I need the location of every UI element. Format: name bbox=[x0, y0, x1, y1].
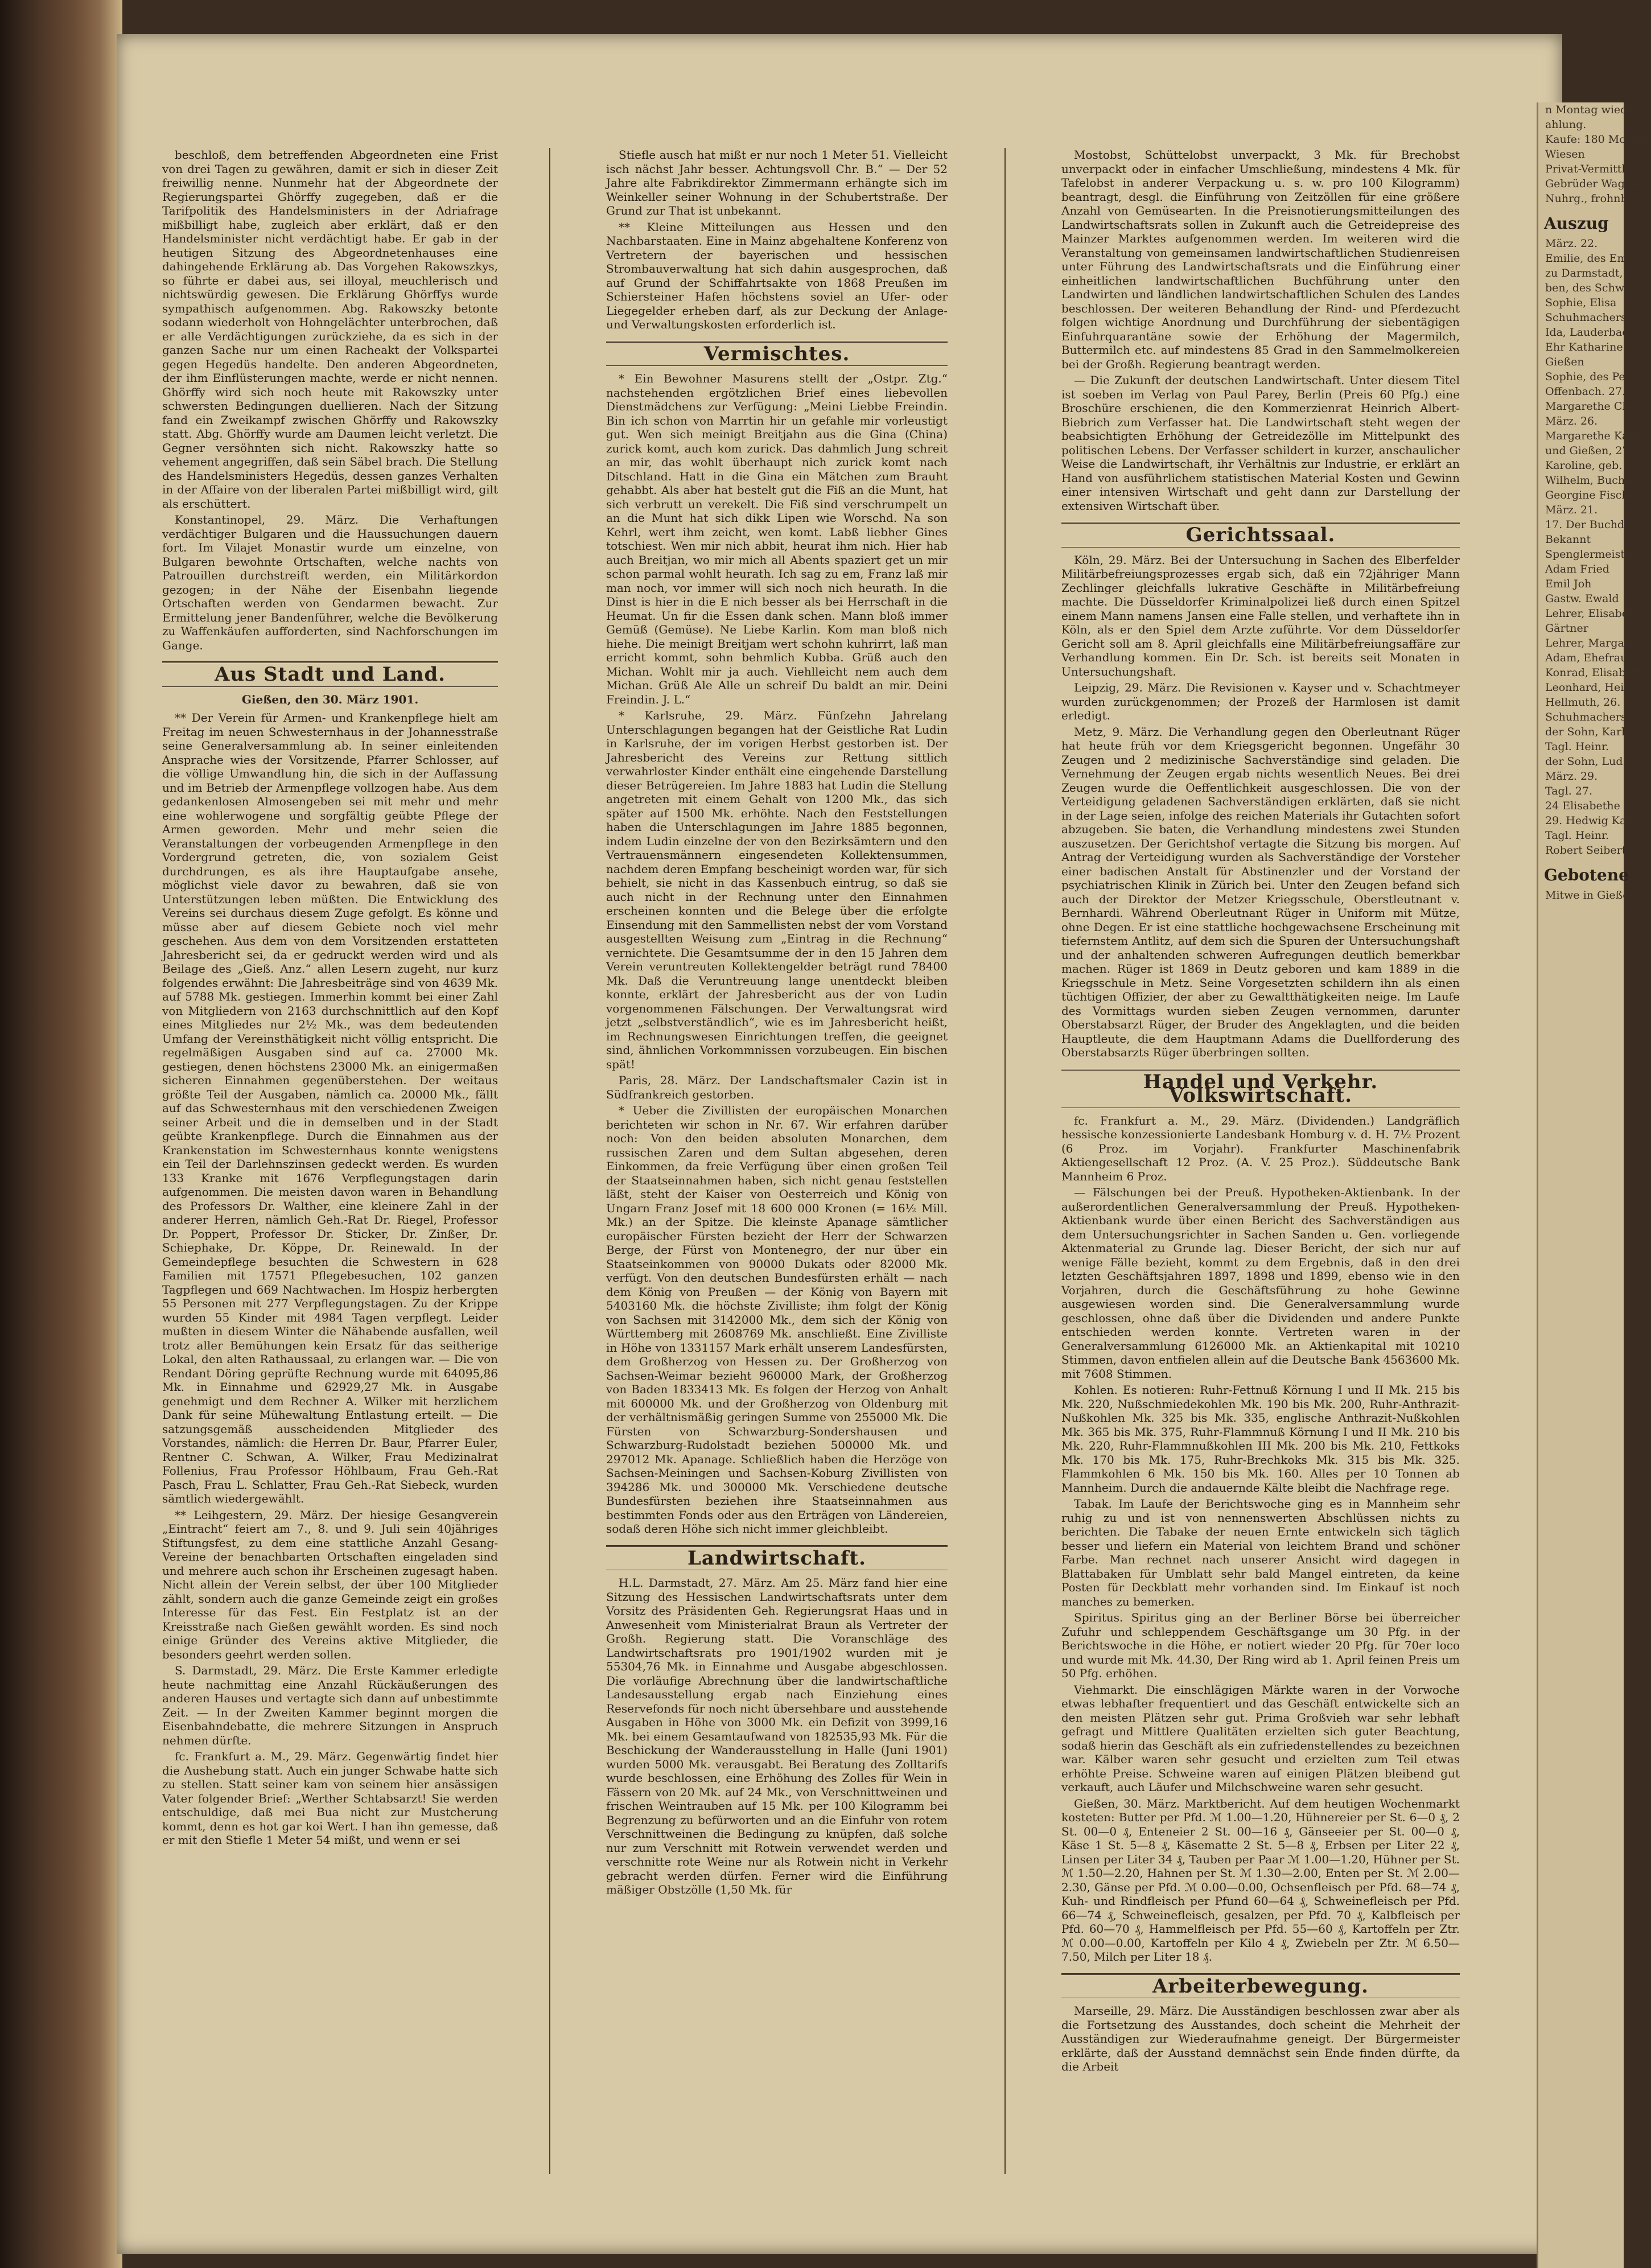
text-line: Gastw. Ewald bbox=[1545, 592, 1619, 605]
column-1 bbox=[162, 148, 498, 2140]
article-paragraph: Viehmarkt. Die einschlägigen Märkte waren in der Vorwoche etwas lebhafter frequentiert und das Geschäft entwickelte sich an den meisten Plätzen sehr gut. Prima Großvieh war sehr lebhaft gefragt und Mittlere Qualitäten erzielten sich guter Beachtung, sodaß hierin das Geschäft als ein zufriedenstellendes zu bezeichnen war. Kälber waren sehr gesucht und erzielten zum Teil etwas erhöhte Preise. Schweine waren auf einigen Plätzen bleibend gut verkauft, auch Läufer und Milchschweine waren sehr gesucht. bbox=[1061, 1682, 1460, 1794]
text-line: Georgine Fischer bbox=[1545, 489, 1640, 501]
section-heading-handel-verkehr: Handel und Verkehr. Volkswirtschaft. bbox=[1061, 1069, 1460, 1108]
text-line: n Montag wieder bbox=[1545, 104, 1639, 116]
text-line: ahlung. bbox=[1545, 118, 1587, 131]
text-line: Tagl. Heinr. bbox=[1545, 829, 1609, 842]
adjacent-lines bbox=[1538, 236, 1644, 414]
text-line: Hellmuth, 26. bbox=[1545, 696, 1621, 709]
article-paragraph: * Ueber die Zivillisten der europäischen Monarchen berichteten wir schon in Nr. 67. Wir erfahren darüber noch: Von den beiden absoluten Monarchen, dem russischen Zaren und dem Sultan abgesehen, deren Einkommen, da freie Verfügung über einen großen Teil der Staatseinnahmen haben, sich nicht genau feststellen läßt, steht der Kaiser von Oesterreich und König von Ungarn Franz Josef mit 18 600 000 Kronen (= 16½ Mill. Mk.) an der Spitze. Die kleinste Apanage sämtlicher europäischer Fürsten bezieht der Herr der Schwarzen Berge, der Fürst von Montenegro, der nur über ein Staatseinkommen von 90000 Dukats oder 82000 Mk. verfügt. Von den deutschen Bundesfürsten erhält — nach dem König von Preußen — der König von Bayern mit 5403160 Mk. die höchste Zivilliste; ihm folgt der König von Sachsen mit 3142000 Mk., dem sich der König von Württemberg mit 2608769 Mk. anschließt. Eine Zivilliste in Höhe von 1331157 Mark erhält unserem Landesfürsten, dem Großherzog von Hessen zu. Der Großherzog von Sachsen-Weimar bezieht 960000 Mark, der Großherzog von Baden 1833413 Mk. Es folgen der Herzog von Anhalt mit 600000 Mk. und der Großherzog von Oldenburg mit der verhältnismäßig geringen Summe von 255000 Mk. Die Fürsten von Schwarzburg-Sondershausen und Schwarzburg-Rudolstadt beziehen 500000 Mk. und 297012 Mk. Apanage. Schließlich haben die Herzöge von Sachsen-Meiningen und Sachsen-Koburg Zivillisten von 394286 Mk. und 300000 Mk. Verschiedene deutsche Bundesfürsten beziehen ihre Staatseinnahmen aus bestimmten Fonds oder aus den Erträgen von Ländereien, sodaß deren Höhe sich nicht immer gleichbleibt. bbox=[606, 1104, 948, 1536]
text-line: Ida, Lauderbach bbox=[1545, 326, 1636, 339]
text-line: Nuhrg., frohnhaus bbox=[1545, 192, 1647, 205]
text-line: ben, des Schwei bbox=[1545, 282, 1634, 294]
column-3-gericht-articles bbox=[1061, 553, 1460, 1060]
text-line: Wiesen bbox=[1545, 148, 1585, 160]
text-line: Margarethe Kato bbox=[1545, 430, 1640, 442]
text-line: Schuhmachers bbox=[1545, 311, 1627, 324]
article-paragraph: Spiritus. Spiritus ging an der Berliner Börse bei überreicher Zufuhr und schleppendem Geschäftsgange um 30 Pfg. in der Berichtswoche in die Höhe, er notiert wieder 20 Pfg. für 70er loco und wurde mit Mk. 44.30, Der Ring wird ab 1. April feinen Preis um 50 Pfg. erhöhen. bbox=[1061, 1611, 1460, 1680]
article-paragraph: fc. Frankfurt a. M., 29. März. Gegenwärtig findet hier die Aushebung statt. Auch ein junger Schwabe hatte sich zu stellen. Statt seiner kam von seinem hier ansässigen Vater folgender Brief: „Werther Schtabsarzt! Sie werden entschuldige, daß mei Bua nicht zur Mustcherung kommt, denn es hot gar koi Wert. I han ihn gemesse, daß er mit den Stiefle 1 Meter 54 mißt, und wenn er sei bbox=[162, 1750, 498, 1847]
text-line: und Gießen, 27. bbox=[1545, 444, 1633, 457]
column-2 bbox=[606, 148, 948, 2197]
dateline: Gießen, den 30. März 1901. bbox=[241, 692, 419, 706]
text-line: Gießen bbox=[1545, 356, 1584, 368]
text-line: Konrad, Elisabeth bbox=[1545, 666, 1644, 679]
text-line: Robert Seibert bbox=[1545, 844, 1627, 857]
column-divider bbox=[549, 148, 550, 2174]
article-paragraph: Tabak. Im Laufe der Berichtswoche ging es in Mannheim sehr ruhig zu und ist von nennenswerten Abschlüssen nichts zu berichten. Die Tabake der neuen Ernte entwickeln sich täglich besser und liefern ein Material von leichtem Brand und schöner Farbe. Man rechnet nach unserer Ansicht wird dagegen in Blattabaken für Umblatt sehr bald Mangel eintreten, da keine Posten für Deckblatt mehr vorhanden sind. Im Einkauf ist noch manches zu bemerken. bbox=[1061, 1497, 1460, 1608]
text-line: Tagl. Heinr. bbox=[1545, 740, 1609, 753]
book-spine bbox=[0, 0, 100, 2268]
text-line: Emil Joh bbox=[1545, 578, 1592, 590]
text-line: Leonhard, Heinr. bbox=[1545, 681, 1638, 694]
article-paragraph: Leipzig, 29. März. Die Revisionen v. Kayser und v. Schachtmeyer wurden zurückgenommen; der Prozeß der Harmlosen ist damit erledigt. bbox=[1061, 681, 1460, 722]
article-paragraph: beschloß, dem betreffenden Abgeordneten eine Frist von drei Tagen zu gewähren, damit er sich in dieser Zeit freiwillig nenne. Nunmehr hat der Abgeordnete der Regierungspartei Ghörffy zugegeben, daß er die Tarifpolitik des Handelsministers in der Adriafrage mißbilligt habe, zugleich aber erklärt, daß er den Handelsminister nicht verdächtigt habe. Er gab in der heutigen Sitzung des Abgeordnetenhauses eine dahingehende Erklärung ab. Das Vorgehen Rakowszkys, so führte er dabei aus, sei illoyal, meuchlerisch und nichtswürdig gewesen. Die Erklärung Ghörffys wurde sympathisch aufgenommen. Abg. Rakowszky betonte sodann wiederholt von Hohngelächter unterbrochen, daß er alle Verdächtigungen zurückziehe, da es sich in der ganzen Sache nur um einen Racheakt der Volkspartei gegen Hegedüs handelte. Den anderen Abgeordneten, der ihm Einflüsterungen machte, werde er nicht nennen. Ghörffy wird sich noch heute mit Rakowszky unter schwersten Bedingungen duellieren. Nach der Sitzung fand ein Zweikampf zwischen Ghörffy und Rakowszky statt. Abg. Ghörffy wurde am Daumen leicht verletzt. Die Gegner versöhnten sich nicht. Rakowszky hatte so vehement angegriffen, daß sein Säbel brach. Die Stellung des Handelsministers Hegedüs, dessen ganzes Verhalten in der Affaire von der liberalen Partei mißbilligt wird, gilt als erschüttert. bbox=[162, 148, 498, 511]
text-line: Adam Fried bbox=[1545, 563, 1610, 575]
section-heading-stadt-land: Aus Stadt und Land. bbox=[162, 661, 498, 687]
text-line: der Sohn, Karl bbox=[1545, 726, 1625, 738]
article-paragraph: — Fälschungen bei der Preuß. Hypotheken-Aktienbank. In der außerordentlichen Generalversammlung der Preuß. Hypotheken-Aktienbank wurde über einen Bericht des Sachverständigen aus dem Untersuchungsrichter in Sachen Sanden u. Gen. vorliegende Aktenmaterial zu Grunde lag. Dieser Bericht, der sich nur auf wenige Fälle bezieht, kommt zu dem Ergebnis, daß in den drei letzten Geschäftsjahren 1897, 1898 und 1899, ebenso wie in den Vorjahren, durch die Geschäftsführung zu hohe Gewinne ausgewiesen worden sind. Die Generalversammlung wurde geschlossen, ohne daß über die Dividenden und andere Punkte entschieden werden konnte. Vertreten waren in der Generalversammlung 6126000 Mk. an Aktienkapital mit 10210 Stimmen, davon entfielen allein auf die Deutsche Bank 4563600 Mk. mit 7608 Stimmen. bbox=[1061, 1186, 1460, 1381]
column-1-top-paragraphs bbox=[162, 148, 498, 652]
section-heading-gerichtssaal: Gerichtssaal. bbox=[1061, 522, 1460, 548]
text-line: Ehr Katharine W bbox=[1545, 341, 1638, 353]
article-paragraph: * Ein Bewohner Masurens stellt der „Ostpr. Ztg.“ nachstehenden ergötzlichen Brief eines liebevollen Dienstmädchens zur Verfügung: „Meini Liebbe Freindin. Bin ich schon von Marrtin hir un gefahle mir vorleustigt gut. Wen sich meinigt Breitjahn aus die Gina (China) zurick komt, auch kom zurick. Das dahmlich Jung schreit an mir, das wohlt überhaupt nich zurick komt nach Ditschland. Hatt in die Gina ein Mätchen zum Brauht gehabbt. Als aber hat bestelt gut die Fiß an die Munt, hat sich verbrutt un verekelt. Die Fiß sind verschrumpelt un an die Munt hat sich dikk Lipen wie Worschd. Na son Kehrl, wert ihm zeicht, wen komt. Labß liebher Gines totschiest. Wen mir nich abbit, heurat ihm nich. Hier hab auch Breitjan, wo mir mich all Abents spaziert get un mir schon parmal wohlt heurath. Ich sag zu em, Franz laß mir man noch, vor immer will sich noch nich heurath. In die Dinst is hier in die E nich besser als bei Herrschaft in die Heumat. Un fir die Essen dank schen. Mann bloß immer Gemüß (Gemüse). Ne Liebe Karlin. Kom man bloß nich hiehe. Die meinigt Breitjam wert schohn kuhrirrt, laß man erricht kommt, sohn behmlich Kubba. Grüß auch den Michan. Wohlt mir ja auch. Viehlleicht nem auch dem Michan. Grüß Ale Alle un schreif Du baldt an mir. Deini Freindin. J. L.“ bbox=[606, 372, 948, 706]
text-line: März. 21. bbox=[1545, 504, 1598, 516]
article-paragraph: Kohlen. Es notieren: Ruhr-Fettnuß Körnung I und II Mk. 215 bis Mk. 220, Nußschmiedekohlen Mk. 190 bis Mk. 200, Ruhr-Anthrazit-Nußkohlen Mk. 325 bis Mk. 335, englische Anthrazit-Nußkohlen Mk. 365 bis Mk. 375, Ruhr-Flammnuß Körnung I und II Mk. 210 bis Mk. 220, Ruhr-Flammnußkohlen III Mk. 200 bis Mk. 210, Fettkoks Mk. 170 bis Mk. 175, Ruhr-Brechkoks Mk. 315 bis Mk. 325. Flammkohlen 6 Mk. 150 bis Mk. 160. Alles per 10 Tonnen ab Mannheim. Durch die andauernde Kälte bleibt die Nachfrage rege. bbox=[1061, 1383, 1460, 1495]
text-line: März. 29. bbox=[1545, 770, 1598, 783]
text-line: Gärtner bbox=[1545, 622, 1588, 635]
column-3-arbeiter-articles bbox=[1061, 2004, 1460, 2074]
text-line: Sophie, Elisa bbox=[1545, 297, 1617, 309]
text-line: 17. Der Buchd bbox=[1545, 518, 1625, 531]
adjacent-lines bbox=[1538, 414, 1640, 503]
text-line: Schuhmachers bbox=[1545, 711, 1627, 723]
adjacent-lines bbox=[1538, 888, 1636, 903]
text-line: Tagl. 27. bbox=[1545, 785, 1593, 797]
article-paragraph: Stiefle ausch hat mißt er nur noch 1 Meter 51. Vielleicht isch nächst Jahr besser. Achtungsvoll Chr. B.“ — Der 52 Jahre alte Fabrikdirektor Zimmermann erhängte sich im Weinkeller seiner Wohnung in der Schubertstraße. Der Grund zur That ist unbekannt. bbox=[606, 148, 948, 217]
newspaper-page bbox=[117, 34, 1562, 2254]
adjacent-lines bbox=[1538, 102, 1651, 206]
adjacent-lines bbox=[1538, 503, 1644, 769]
adjacent-lines bbox=[1538, 769, 1631, 858]
article-paragraph: Konstantinopel, 29. März. Die Verhaftungen verdächtiger Bulgaren und die Haussuchungen dauern fort. Im Vilajet Monastir wurde um einzelne, von Bulgaren bewohnte Ortschaften, welche nachts von Patrouillen durchstreift werden, ein Militärkordon gezogen; in der Nähe der Eisenbahn liegende Ortschaften werden von Gendarmen bewacht. Zur Ermittelung jener Bandenführer, welche die Bevölkerung zu Waffenkäufen aufforderten, sind Nachforschungen im Gange. bbox=[162, 513, 498, 652]
text-line: Spenglermeister bbox=[1545, 548, 1637, 561]
article-paragraph: Köln, 29. März. Bei der Untersuchung in Sachen des Elberfelder Militärbefreiungsprozesses ergab sich, daß ein 72jähriger Mann Zechlinger gleichfalls lukrative Geschäfte in Militärbefreiung machte. Die Düsseldorfer Kriminalpolizei ließ durch einen Spitzel einem Mann namens Jansen eine Falle stellen, und verhaftete ihn in Köln, als er den Spiel dem Arzte zuführte. Vor dem Düsseldorfer Gericht soll am 8. April gleichfalls eine Militärbefreiungsaffäre zur Verhandlung kommen. Ein Dr. Sch. ist bereits seit Monaten in Untersuchungshaft. bbox=[1061, 553, 1460, 678]
text-line: Karoline, geb. bbox=[1545, 459, 1623, 472]
article-paragraph: fc. Frankfurt a. M., 29. März. (Dividenden.) Landgräflich hessische konzessionierte Landesbank Homburg v. d. H. 7½ Prozent (6 Proz. im Vorjahr). Frankfurter Maschinenfabrik Aktiengesellschaft 12 Proz. (A. V. 25 Proz.). Süddeutsche Bank Mannheim 6 Proz. bbox=[1061, 1113, 1460, 1183]
section-heading-vermischtes: Vermischtes. bbox=[606, 341, 948, 367]
column-2-articles bbox=[606, 372, 948, 1536]
text-line: zu Darmstadt, 14. bbox=[1545, 267, 1644, 279]
text-line: Offenbach. 27. bbox=[1545, 385, 1626, 398]
text-line: März. 26. bbox=[1545, 415, 1598, 427]
article-paragraph: H.L. Darmstadt, 27. März. Am 25. März fand hier eine Sitzung des Hessischen Landwirtschaftsrats unter dem Vorsitz des Präsidenten Geh. Regierungsrat Haas und in Anwesenheit vom Ministerialrat Braun als Vertreter der Großh. Regierung statt. Die Voranschläge des Landwirtschaftsrats pro 1901/1902 wurden mit je 55304,76 Mk. in Einnahme und Ausgabe abgeschlossen. Die vorläufige Abrechnung über die landwirtschaftliche Landesausstellung ergab nach Einziehung eines Reservefonds für noch nicht übersehbare und ausstehende Ausgaben in Höhe von 3000 Mk. ein Defizit von 3999,16 Mk. bei einem Gesamtaufwand von 182535,93 Mk. Für die Beschickung der Wanderausstellung in Halle (Juni 1901) wurden 5000 Mk. verausgabt. Bei Beratung des Zolltarifs wurde beschlossen, eine Erhöhung des Zolles für Wein in Fässern von 20 Mk. auf 24 Mk., von Verschnittweinen und frischen Weintrauben auf 15 Mk. per 100 Kilogramm bei Begrenzung zu befürworten und an die Einfuhr von rotem Verschnittweinen die Bedingung zu knüpfen, daß solche nur zum Verschnitt mit Rotwein verwendet werden und verschnitte rote Weine nur als Rotwein nicht in Verkehr gebracht werden dürfen. Ferner wird die Einführung mäßiger Obstzölle (1,50 Mk. für bbox=[606, 1576, 948, 1896]
text-line: 29. Hedwig Kat bbox=[1545, 814, 1631, 827]
text-line: der Sohn, Lud bbox=[1545, 755, 1623, 768]
text-line: Wilhelm, Buchd bbox=[1545, 474, 1632, 487]
column-3-top-paragraphs bbox=[1061, 148, 1460, 513]
article-paragraph: * Karlsruhe, 29. März. Fünfzehn Jahrelang Unterschlagungen begangen hat der Geistliche Rat Ludin in Karlsruhe, der im vorigen Herbst gestorben ist. Der Jahresbericht des Vereins zur Rettung sittlich verwahrloster Kinder enthält eine eingehende Darstellung dieser Betrügereien. Im Jahre 1883 hat Ludin die Stellung angetreten mit einem Gehalt von 1200 Mk., das sich später auf 1500 Mk. erhöhte. Nach den Feststellungen haben die Unterschlagungen im Jahre 1885 begonnen, indem Ludin einzelne der von den Bezirksämtern und den Vertrauensmännern eingesendeten Kollektensummen, nachdem deren Empfang bescheinigt worden war, für sich behielt, sie nicht in das Kassenbuch eintrug, so daß sie auch nicht in der Rechnung unter den Einnahmen erscheinen konnten und die Belege über die erfolgte Einsendung mit den Sammellisten nebst der vom Vorstand ausgestellten Weisung zum „Eintrag in die Rechnung“ vernichtete. Die Gesamtsumme der in den 15 Jahren dem Verein veruntreuten Kollektengelder beträgt rund 78400 Mk. Daß die Veruntreuung lange unentdeckt bleiben konnte, erklärt der Jahresbericht aus der von Ludin vorgenommenen Fälschungen. Der Verwaltungsrat wird jetzt „selbstverständlich“, wie es im Jahresbericht heißt, im Rechnungswesen Einrichtungen treffen, die geeignet sind, ähnlichen Vorkommnissen vorzubeugen. Ein bischen spät! bbox=[606, 709, 948, 1071]
column-divider bbox=[1004, 148, 1006, 2174]
text-line: Lehrer, Elisabeth bbox=[1545, 607, 1640, 620]
text-line: Bekannt bbox=[1545, 533, 1591, 546]
article-paragraph: ** Kleine Mitteilungen aus Hessen und den Nachbarstaaten. Eine in Mainz abgehaltene Konferenz von Vertretern der bayerischen und hessischen Strombauverwaltung hat sich dahin ausgesprochen, daß auf Grund der Schiffahrtsakte von 1868 Preußen im Schiersteiner Hafen höchstens soviel an Ufer- oder Liegegelder erheben darf, als zur Deckung der Anlage- und Verwaltungskosten erforderlich ist. bbox=[606, 220, 948, 331]
section-heading-arbeiterbewegung: Arbeiterbewegung. bbox=[1061, 1973, 1460, 1999]
text-line: Privat-Vermittler bbox=[1545, 163, 1637, 175]
text-line: Sophie, des Pe bbox=[1545, 371, 1625, 383]
text-line: Adam, Ehefrau bbox=[1545, 652, 1628, 664]
column-2-landwirtschaft-articles bbox=[606, 1576, 948, 1897]
text-line: Emilie, des Em bbox=[1545, 252, 1628, 265]
article-paragraph: Gießen, 30. März. Marktbericht. Auf dem heutigen Wochenmarkt kosteten: Butter per Pfd. ℳ 1.00—1.20, Hühnereier per St. 6—0 ₰, 2 St. 00—0 ₰, Enteneier 2 St. 00—16 ₰, Gänseeier per St. 00—0 ₰, Käse 1 St. 5—8 ₰, Käsematte 2 St. 5—8 ₰, Erbsen per Liter 22 ₰, Linsen per Liter 34 ₰, Tauben per Paar ℳ 1.00—1.20, Hühner per St. ℳ 1.50—2.20, Hahnen per St. ℳ 1.30—2.00, Enten per St. ℳ 2.00—2.30, Gänse per Pfd. ℳ 0.00—0.00, Ochsenfleisch per Pfd. 68—74 ₰, Kuh- und Rindfleisch per Pfund 60—64 ₰, Schweinefleisch per Pfd. 66—74 ₰, Schweinefleisch, gesalzen, per Pfd. 70 ₰, Kalbfleisch per Pfd. 60—70 ₰, Hammelfleisch per Pfd. 55—60 ₰, Kartoffeln per Ztr. ℳ 0.00—0.00, Kartoffeln per Kilo 4 ₰, Zwiebeln per Ztr. ℳ 6.50—7.50, Milch per Liter 18 ₰. bbox=[1061, 1796, 1460, 1964]
text-line: Margarethe Chris bbox=[1545, 400, 1644, 413]
article-paragraph: — Die Zukunft der deutschen Landwirtschaft. Unter diesem Titel ist soeben im Verlag von Paul Parey, Berlin (Preis 60 Pfg.) eine Broschüre erschienen, die den Kommerzienrat Heinrich Albert-Biebrich zum Verfasser hat. Die Landwirtschaft steht wegen der beabsichtigten Erhöhung der Getreidezölle im Mittelpunkt des politischen Lebens. Der Verfasser schildert in kurzer, anschaulicher Weise die Landwirtschaft, ihr Verhältnis zur Industrie, er erklärt an Hand von ausführlichem statistischen Material Kosten und Gewinn einer intensiven Wirtschaft und geht dann zur Darstellung der extensiven Wirtschaft über. bbox=[1061, 373, 1460, 513]
text-line: März. 22. bbox=[1545, 237, 1598, 250]
section-heading-landwirtschaft: Landwirtschaft. bbox=[606, 1545, 948, 1571]
article-paragraph: Marseille, 29. März. Die Ausständigen beschlossen zwar aber als die Fortsetzung des Ausstandes, doch scheint die Mehrheit der Ausständigen zur Wiederaufnahme geneigt. Der Bürgermeister erklärte, daß der Ausstand demnächst sein Ende finden dürfte, da die Arbeit bbox=[1061, 2004, 1460, 2073]
text-line: 24 Elisabethe bbox=[1545, 800, 1620, 812]
column-3-handel-articles bbox=[1061, 1114, 1460, 1964]
article-paragraph: Metz, 9. März. Die Verhandlung gegen den Oberleutnant Rüger hat heute früh vor dem Kriegsgericht begonnen. Ungefähr 30 Zeugen und 2 medizinische Sachverständige sind geladen. Die Vernehmung der Zeugen ergab nichts wesentlich Neues. Bei drei Zeugen wurde die Oeffentlichkeit ausgeschlossen. Die von der Verteidigung geladenen Sachverständigen erklärten, daß sie nicht in der Lage seien, infolge des reichen Materials ihr Gutachten sofort abzugeben. Sie baten, die Verhandlung mindestens zwei Stunden auszusetzen. Der Gerichtshof vertagte die Sitzung bis morgen. Auf Antrag der Verteidigung wurden als Sachverständige der Vorsteher einer badischen Anstalt für Abstinenzler und der Vorstand der psychiatrischen Klinik in Zürich bei. Unter den Zeugen befand sich auch der Direktor der Metzer Kriegsschule, Oberstleutnant v. Bernhardi. Während Oberleutnant Rüger in Uniform mit Mütze, ohne Degen. Er ist eine stattliche hochgewachsene Erscheinung mit tiefernstem Antlitz, auf dem sich die Spuren der Untersuchungshaft und der anhaltenden schweren Aufregungen deutlich bemerkbar machen. Rüger ist 1869 in Deutz geboren und kam 1889 in die Kriegsschule in Metz. Seine Vorgesetzten schildern ihn als einen tüchtigen Offizier, der aber zu Gewaltthätigkeiten neige. Im Laufe des Vormittags wurden sieben Zeugen vernommen, darunter Oberstabsarzt Rüger, der Bruder des Angeklagten, und die beiden Hauptleute, die dem Hauptmann Adams die Duellforderung des Oberstabsarzts Rüger überbringen sollten. bbox=[1061, 725, 1460, 1059]
article-paragraph: ** Der Verein für Armen- und Krankenpflege hielt am Freitag im neuen Schwesternhaus in der Johannesstraße seine Generalversammlung ab. In seiner einleitenden Ansprache wies der Vorsitzende, Pfarrer Schlosser, auf die völlige Umwandlung hin, die sich in der Auffassung und im Betrieb der Armenpflege vollzogen habe. Aus dem gedankenlosen Almosengeben sei mit mehr und mehr eine wohlerwogene und sorgfältig geübte Pflege der Armen geworden. Mehr und mehr seien die Veranstaltungen der vorbeugenden Armenpflege in den Vordergrund getreten, die, von sozialem Geist durchdrungen, es als ihre Hauptaufgabe ansehe, möglichst viele davor zu bewahren, daß sie von Unterstützungen leben müßten. Die Entwicklung des Vereins sei durchaus diesem Zuge gefolgt. Es könne und müsse aber auf diesem Gebiete noch viel mehr geschehen. Aus dem von dem Vorsitzenden erstatteten Jahresbericht sei, da er gedruckt werden wird und als Beilage des „Gieß. Anz.“ allen Lesern zugeht, nur kurz folgendes erwähnt: Die Jahresbeiträge sind von 4639 Mk. auf 5788 Mk. gestiegen. Immerhin kommt bei einer Zahl von Mitgliedern von 2163 durchschnittlich auf den Kopf eines Mitgliedes nur 2½ Mk., was dem bedeutenden Umfang der Vereinsthätigkeit nicht völlig entspricht. Die regelmäßigen Ausgaben sind auf ca. 27000 Mk. gestiegen, denen höchstens 23000 Mk. an einigermaßen sicheren Einnahmen gegenüberstehen. Der weitaus größte Teil der Ausgaben, nämlich ca. 20000 Mk., fällt auf das Schwesternhaus mit den verschiedenen Zweigen seiner Arbeit und die in demselben und in der Stadt geübte Krankenpflege. Durch die Einnahmen aus der Krankenstation im Schwesternhaus konnte wenigstens ein Teil der Darlehnszinsen gedeckt werden. Es wurden 133 Kranke mit 1676 Verpflegungstagen darin aufgenommen. Die meisten davon waren in Behandlung des Professors Dr. Walther, eine kleinere Zahl in der anderer Herren, nämlich Geh.-Rat Dr. Riegel, Professor Dr. Poppert, Professor Dr. Sticker, Dr. Zinßer, Dr. Schiephake, Dr. Köppe, Dr. Reinewald. In der Gemeindepflege besuchten die Schwestern in 628 Familien mit 17571 Pflegebesuchen, 102 ganzen Tagpflegen und 669 Nachtwachen. Im Hospiz herbergten 55 Personen mit 277 Verpflegungstagen. Zu der Krippe wurden 55 Kinder mit 4984 Tagen verpflegt. Leider mußten in diesem Winter die Nähabende ausfallen, weil trotz aller Bemühungen kein Ersatz für das seitherige Lokal, den alten Rathaussaal, zu erlangen war. — Die von Rendant Döring geprüfte Rechnung wurde mit 64095,86 Mk. in Einnahme und 62929,27 Mk. in Ausgabe genehmigt und dem Rechner A. Wilker mit herzlichem Dank für seine Mühewaltung Entlastung erteilt. — Die satzungsgemäß ausscheidenden Mitglieder des Vorstandes, nämlich: die Herren Dr. Baur, Pfarrer Euler, Rentner C. Schwan, A. Wilker, Frau Medizinalrat Follenius, Frau Professor Höhlbaum, Frau Geh.-Rat Pasch, Frau L. Schlatter, Frau Geh.-Rat Siebeck, wurden sämtlich wiedergewählt. bbox=[162, 711, 498, 1505]
adjacent-page-fragment bbox=[1537, 102, 1651, 2268]
article-paragraph: ** Leihgestern, 29. März. Der hiesige Gesangverein „Eintracht“ feiert am 7., 8. und 9. Juli sein 40jähriges Stiftungsfest, zu dem eine stattliche Anzahl Gesang-Vereine der benachbarten Ortschaften eingeladen sind und mehrere auch schon ihr Erscheinen zugesagt haben. Nicht allein der Verein selbst, der über 100 Mitglieder zählt, sondern auch die ganze Gemeinde zeigt ein großes Interesse für das Fest. Ein Festplatz ist an der Kreisstraße nach Gießen gewählt worden. Es sind noch einige Gründer des Vereins aktive Mitglieder, die besonders geehrt werden sollen. bbox=[162, 1508, 498, 1661]
text-line: Lehrer, Margare bbox=[1545, 637, 1636, 649]
adjacent-heading: Gebotene bbox=[1544, 866, 1629, 884]
text-line: Gebrüder Wagner bbox=[1545, 178, 1644, 190]
column-3 bbox=[1061, 148, 1460, 2197]
column-1-articles bbox=[162, 711, 498, 1847]
article-paragraph: Paris, 28. März. Der Landschaftsmaler Cazin ist in Südfrankreich gestorben. bbox=[606, 1073, 948, 1101]
text-line: Kaufe: 180 Morgen bbox=[1545, 133, 1651, 146]
adjacent-heading: Auszug bbox=[1544, 214, 1609, 233]
text-line: Mitwe in Gießen bbox=[1545, 889, 1636, 902]
article-paragraph: Mostobst, Schüttelobst unverpackt, 3 Mk. für Brechobst unverpackt oder in einfacher Umschließung, mindestens 4 Mk. für Tafelobst in anderer Verpackung u. s. w. pro 100 Kilogramm) beantragt, desgl. die Einführung von Zeitzöllen für eine größere Anzahl von Gemüsearten. In die Preisnotierungsmitteilungen des Landwirtschaftsrats sollen in Zukunft auch die Getreidepreise des Mainzer Marktes aufgenommen werden. Im weiteren wird die Veranstaltung von gemeinsamen landwirtschaftlichen Studienreisen unter Führung des Landwirtschaftsrats und die Einführung einer einheitlichen landwirtschaftlichen Buchführung unter den Landwirten und ländlichen landwirtschaftlichen Schulen des Landes beschlossen. Der weiteren Behandlung der Rind- und Pferdezucht folgen wichtige Anordnung und Durchführung der siebentägigen Einfuhrquarantäne sowie der Erhöhung der Magermilch, Buttermilch etc. auf mindestens 85 Grad in den Sammelmolkereien bei der Großh. Regierung beantragt werden. bbox=[1061, 148, 1460, 371]
article-paragraph: S. Darmstadt, 29. März. Die Erste Kammer erledigte heute nachmittag eine Anzahl Rückäußerungen des anderen Hauses und vertagte sich dann auf unbestimmte Zeit. — In der Zweiten Kammer beginnt morgen die Eisenbahndebatte, die mehrere Sitzungen in Anspruch nehmen dürfte. bbox=[162, 1664, 498, 1747]
column-2-top-paragraphs bbox=[606, 148, 948, 332]
